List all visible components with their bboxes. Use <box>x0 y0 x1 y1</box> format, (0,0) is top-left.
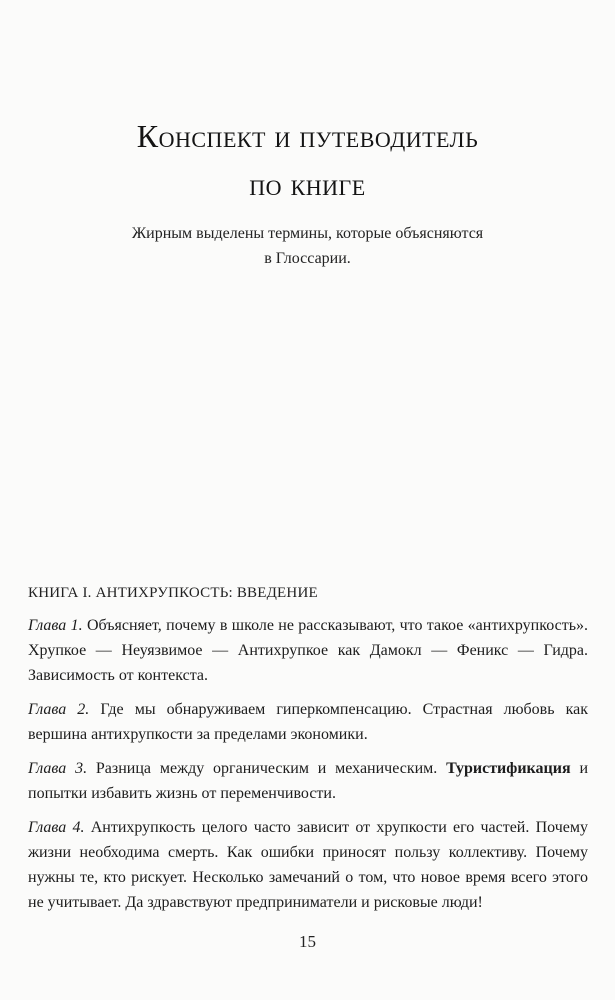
title-line-2: по книге <box>249 166 366 202</box>
page-title <box>0 112 615 208</box>
glossary-note-line-2: в Глоссарии. <box>264 250 351 267</box>
chapter-summary-4 <box>28 815 588 915</box>
glossary-term: Туристификация <box>446 760 571 777</box>
chapter-summary-1 <box>28 613 588 688</box>
chapter-text: Объясняет, почему в школе не рассказывают, что такое «антихрупкость». Хрупкое — Неуязвимое — Антихрупкое как Дамокл — Феникс — Гидра. Зависимость от контекста. <box>28 617 588 684</box>
chapter-summary-2 <box>28 697 588 747</box>
section-heading: КНИГА I. АНТИХРУПКОСТЬ: ВВЕДЕНИЕ <box>28 585 318 601</box>
chapter-text: и попытки избавить жизнь от переменчивости. <box>28 760 588 802</box>
glossary-note-line-1: Жирным выделены термины, которые объясняются <box>131 225 484 242</box>
chapter-label: Глава 4. <box>28 819 85 836</box>
chapter-list <box>28 613 588 924</box>
chapter-label: Глава 2. <box>28 701 90 718</box>
glossary-note <box>60 221 555 271</box>
chapter-summary-3 <box>28 756 588 806</box>
chapter-text: Антихрупкость целого часто зависит от хрупкости его частей. Почему жизни необходима смерть. Как ошибки приносят пользу коллективу. Почему нужны те, кто рискует. Несколько замечаний о том, что новое время всего этого не учитывает. Да здравствуют предприниматели и рисковые люди! <box>28 819 588 911</box>
title-line-1: Конспект и путеводитель <box>136 118 479 154</box>
chapter-text: Разница между органическим и механическим. <box>87 760 447 777</box>
chapter-text: Где мы обнаруживаем гиперкомпенсацию. Страстная любовь как вершина антихрупкости за пределами экономики. <box>28 701 588 743</box>
page-number: 15 <box>299 932 316 951</box>
chapter-label: Глава 3. <box>28 760 88 777</box>
chapter-label: Глава 1. <box>28 617 83 634</box>
